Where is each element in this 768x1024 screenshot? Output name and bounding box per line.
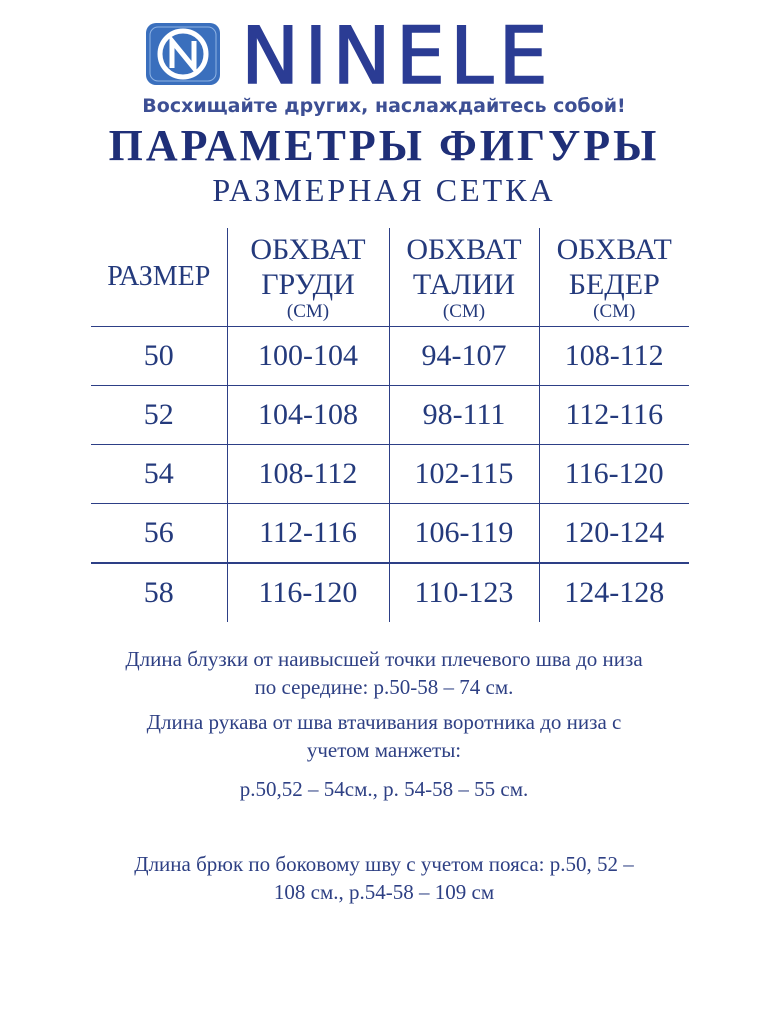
note-trousers-line2: 108 см., р.54-58 – 109 см <box>273 880 495 904</box>
header-chest <box>227 228 389 327</box>
header-chest-unit: (СМ) <box>286 301 330 322</box>
table-row <box>91 327 689 386</box>
cell-size: 58 <box>143 576 174 609</box>
note-blouse-line2: по середине: р.50-58 – 74 см. <box>254 675 514 699</box>
header-hips <box>539 228 689 327</box>
cell-chest: 108-112 <box>227 445 389 504</box>
cell-hips: 108-112 <box>539 327 689 386</box>
note-sleeve-line2: учетом манжеты: <box>306 738 462 762</box>
page-subtitle: РАЗМЕРНАЯ СЕТКА <box>212 172 556 208</box>
cell-chest: 112-116 <box>227 504 389 564</box>
cell-size: 52 <box>91 386 227 445</box>
header-waist-line1: ОБХВАТ <box>406 233 522 266</box>
table-header-row <box>91 228 689 327</box>
table-row <box>91 563 689 622</box>
cell-hips: 124-128 <box>539 563 689 622</box>
cell-hips: 116-120 <box>539 445 689 504</box>
cell-hips: 112-116 <box>539 386 689 445</box>
cell-size: 54 <box>91 445 227 504</box>
note-blouse-line1: Длина блузки от наивысшей точки плечевого шва до низа <box>125 647 643 671</box>
note-blouse-length <box>60 645 708 701</box>
header-waist-unit: (СМ) <box>442 301 486 322</box>
cell-chest: 116-120 <box>227 563 389 622</box>
note-sleeve-line1: Длина рукава от шва втачивания воротника до низа с <box>146 710 622 734</box>
header-waist <box>389 228 539 327</box>
cell-hips: 120-124 <box>539 504 689 564</box>
header-chest-line1: ОБХВАТ <box>250 233 366 266</box>
cell-chest: 104-108 <box>227 386 389 445</box>
cell-waist: 98-111 <box>389 386 539 445</box>
table-row <box>91 386 689 445</box>
note-trousers-line1: Длина брюк по боковому шву с учетом пояса: р.50, 52 – <box>134 852 634 876</box>
header-hips-line1: ОБХВАТ <box>556 233 672 266</box>
brand-name: NINELE <box>241 12 553 102</box>
header-hips-line2: БЕДЕР <box>568 268 660 301</box>
brand-header <box>145 12 645 102</box>
cell-chest: 100-104 <box>227 327 389 386</box>
cell-size: 56 <box>91 504 227 564</box>
cell-size: 50 <box>91 327 227 386</box>
header-hips-unit: (СМ) <box>593 301 636 322</box>
cell-waist: 102-115 <box>389 445 539 504</box>
header-size-label: РАЗМЕР <box>107 261 211 292</box>
header-size <box>91 228 227 327</box>
size-table <box>91 228 689 622</box>
header-waist-line2: ТАЛИИ <box>412 268 516 301</box>
table-row <box>91 445 689 504</box>
note-trousers-length <box>60 850 708 906</box>
cell-waist: 106-119 <box>389 504 539 564</box>
header-chest-line2: ГРУДИ <box>261 268 355 301</box>
note-sleeve-line3: р.50,52 – 54см., р. 54-58 – 55 см. <box>239 777 529 801</box>
note-sleeve-length <box>60 708 708 764</box>
page-title: ПАРАМЕТРЫ ФИГУРЫ <box>108 121 660 170</box>
note-sleeve-values <box>60 775 708 803</box>
table-row <box>91 504 689 564</box>
cell-waist: 94-107 <box>389 327 539 386</box>
ninele-n-logo-icon <box>145 22 221 86</box>
brand-slogan: Восхищайте других, наслаждайтесь собой! <box>142 95 626 117</box>
cell-waist: 110-123 <box>389 563 539 622</box>
